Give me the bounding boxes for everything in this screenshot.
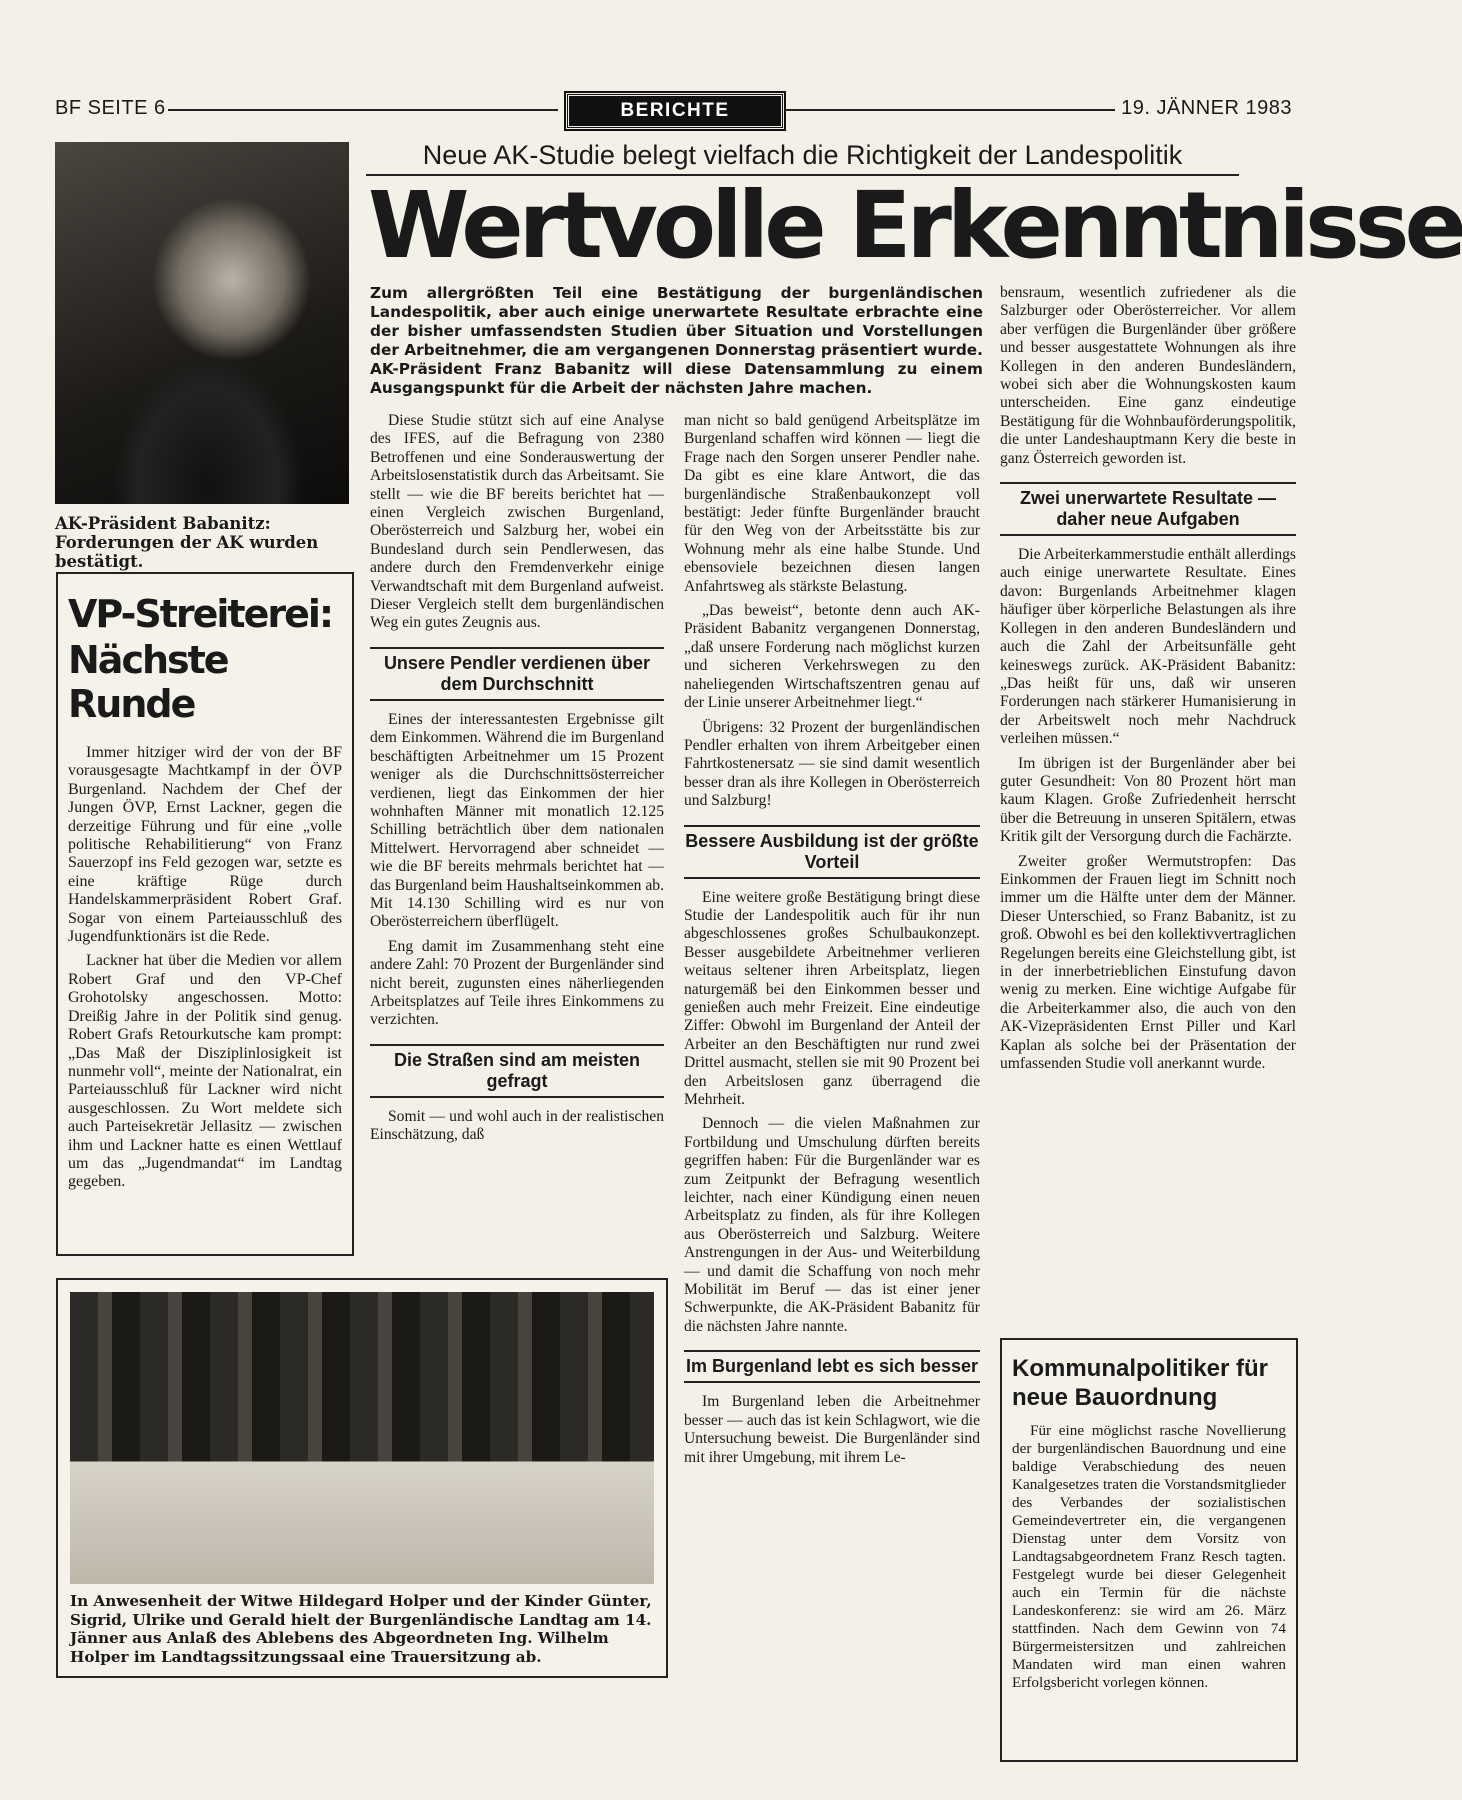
article-headline: Wertvolle Erkenntnisse: [368, 172, 1462, 279]
article-lead: Zum allergrößten Teil eine Bestätigung der burgenländischen Landespolitik, aber auch einige unerwartete Resultate erbrachte eine der bisher umfassendsten Studien über Situation und Vorstellungen der Arbeitnehmer, die am vergangenen Donnerstag präsentiert wurde. AK-Präsident Franz Babanitz will diese Datensammlung zu einem Ausgangspunkt für die Arbeit der nächsten Jahre machen.: [370, 284, 983, 397]
column-paragraph: Eines der interessantesten Ergebnisse gilt dem Einkommen. Während die im Burgenland beschäftigten Arbeitnehmer um 15 Prozent weniger als die Durchschnittsösterreicher verdienen, liegt das Einkommen der hier wohnhaften Männer mit monatlich 12.125 Schilling beträchtlich über dem nationalen Mittelwert. Hervorragend aber schneidet — wie die BF bereits mehrmals berichtet hat — das Burgenland beim Haushaltseinkommen ab. Mit 14.130 Schilling wird es nur von Oberösterreichern überflügelt.: [370, 710, 664, 931]
kommunal-box: [1000, 1338, 1298, 1762]
subhead-strassen: Die Straßen sind am meisten gefragt: [370, 1044, 664, 1098]
vp-box: [56, 572, 354, 1256]
column-paragraph: Eng damit im Zusammenhang steht eine andere Zahl: 70 Prozent der Burgenländer sind nicht bereit, zugunsten eines näherliegenden Arbeitsplatzes auf Teile ihres Einkommens zu verzichten.: [370, 937, 664, 1029]
vp-box-paragraph: Immer hitziger wird der von der BF vorausgesagte Machtkampf in der ÖVP Burgenland. Nachdem der Chef der Jungen ÖVP, Ernst Lackner, gegen die derzeitige Führung und für eine „volle politische Rehabilitierung“ von Franz Sauerzopf ins Feld gezogen war, setzte es eine kräftige Rüge durch Handelskammerpräsident Robert Graf. Sogar von einem Parteiausschluß des Jugendfunktionärs ist die Rede.: [68, 744, 342, 946]
page-number: BF SEITE 6: [55, 97, 166, 119]
header-rule-left: [168, 109, 558, 111]
subhead-lebt-besser: Im Burgenland lebt es sich besser: [684, 1350, 980, 1383]
column-paragraph: Somit — und wohl auch in der realistischen Einschätzung, daß: [370, 1107, 664, 1144]
article-column-2: [684, 412, 980, 1467]
article-column-3: [1000, 284, 1296, 1073]
column-paragraph: Im übrigen ist der Burgenländer aber bei guter Gesundheit: Von 80 Prozent hört man kaum Klagen. Große Zufriedenheit herrscht über die Betreuung in unseren Spitälern, etwas Kritik gilt der Versorgung durch die Fachärzte.: [1000, 754, 1296, 846]
column-paragraph: Im Burgenland leben die Arbeitnehmer besser — auch das ist kein Schlagwort, wie die Untersuchung beweist. Die Burgenländer sind mit ihrer Umgebung, mit ihrem Le-: [684, 1393, 980, 1466]
vp-box-paragraph: Lackner hat über die Medien vor allem Robert Graf und den VP-Chef Grohotolsky angeschossen. Motto: Dreißig Jahre in der Politik sind genug. Robert Grafs Retourkutsche kam prompt: „Das Maß der Disziplinlosigkeit ist nunmehr voll“, meinte der Nationalrat, ein Parteiausschluß für Lackner wird nicht ausgeschlossen. Zu Wort meldete sich auch Parteisekretär Jellasitz — zwischen ihm und Lackner hatte es einen Wettlauf um das „Jugendmandat“ im Landtag gegeben.: [68, 952, 342, 1191]
column-paragraph: Eine weitere große Bestätigung bringt diese Studie der Landespolitik auch für ihr nun abgeschlossenes großes Schulbaukonzept. Besser ausgebildete Arbeitnehmer verlieren weitaus seltener ihren Arbeitsplatz, liegen naturgemäß bei den Einkommen besser und genießen auch mehr Freizeit. Eine eindeutige Ziffer: Obwohl im Burgenland der Anteil der Arbeiter an den Beschäftigten nur rund zwei Drittel ausmacht, stellen sie mit 90 Prozent bei den Arbeitslosen ganz überragend die Mehrheit.: [684, 888, 980, 1108]
column-paragraph: Diese Studie stützt sich auf eine Analyse des IFES, auf die Befragung von 2380 Betroffenen und eine Sonderauswertung der Arbeitslosenstatistik durch das Arbeitsamt. Sie stellt — wie die BF bereits berichtet hat — einen Vergleich zwischen Burgenland, Oberösterreich und Salzburg her, wobei ein Bundesland durch sein Pendlerwesen, das andere durch den Fremdenverkehr einige Verwandtschaft mit dem Burgenland aufweist. Dieser Vergleich stellt dem burgenländischen Weg ein gutes Zeugnis aus.: [370, 412, 664, 632]
column-paragraph: Zweiter großer Wermutstropfen: Das Einkommen der Frauen liegt im Schnitt noch immer um die Hälfte unter dem der Männer. Dieser Unterschied, so Franz Babanitz, ist zu groß. Obwohl es bei den kollektivvertraglichen Regelungen bereits eine Gleichstellung gibt, ist in der innerbetrieblichen Einstufung davon wenig zu merken. Eine wichtige Aufgabe für die Arbeiterkammer also, die auch von den AK-Vizepräsidenten Ernst Piller und Karl Kaplan als solche bei der Präsentation der umfassenden Studie voll anerkannt wurde.: [1000, 852, 1296, 1073]
landtag-photo: [70, 1292, 654, 1584]
article-column-1: [370, 412, 664, 1145]
vp-box-title-2: Nächste Runde: [68, 638, 228, 726]
subhead-pendler: Unsere Pendler verdienen über dem Durchschnitt: [370, 647, 664, 701]
vp-box-body: [68, 744, 342, 1192]
issue-date: 19. JÄNNER 1983: [1121, 97, 1292, 119]
column-paragraph: bensraum, wesentlich zufriedener als die Salzburger oder Oberösterreicher. Vor allem aber verfügen die Burgenländer über größere und besser ausgestattete Wohnungen als ihre Kollegen in den anderen Bundesländern, wobei sich aber die Wohnungskosten kaum unterscheiden. Eine ganz eindeutige Bestätigung für die Wohnbauförderungspolitik, die unter Landeshauptmann Kery die beste in ganz Österreich geworden ist.: [1000, 284, 1296, 467]
column-paragraph: „Das beweist“, betonte denn auch AK-Präsident Babanitz vergangenen Donnerstag, „daß unsere Forderung nach möglichst kurzen und sicheren Verkehrswegen zu den naheliegenden Wirtschaftszentren genau auf der Linie unserer Arbeitnehmer liegt.“: [684, 602, 980, 712]
subhead-ausbildung: Bessere Ausbildung ist der größte Vorteil: [684, 825, 980, 879]
header-rule-right: [785, 109, 1115, 111]
section-label: BERICHTE: [566, 93, 784, 129]
kommunal-box-text: Für eine möglichst rasche Novellierung der burgenländischen Bauordnung und eine baldige Verabschiedung des neuen Kanalgesetzes traten die Vorstandsmitglieder des Verbandes der sozialistischen Gemeindevertreter ein, die vergangenen Dienstag unter dem Vorsitz von Landtagsabgeordnetem Franz Resch tagten. Festgelegt wurde bei dieser Gelegenheit auch ein Termin für die nächste Landeskonferenz: sie wird am 26. März stattfinden. Nach dem Gewinn von 74 Bürgermeistersitzen und zahlreichen Mandaten wird man einen wahren Erfolgsbericht vorlegen können.: [1012, 1422, 1286, 1691]
landtag-caption: In Anwesenheit der Witwe Hildegard Holper und der Kinder Günter, Sigrid, Ulrike und Gerald hielt der Burgenländische Landtag am 14. Jänner aus Anlaß des Ablebens des Abgeordneten Ing. Wilhelm Holper im Landtagssitzungssaal eine Trauersitzung ab.: [70, 1592, 652, 1666]
column-paragraph: Die Arbeiterkammerstudie enthält allerdings auch einige unerwartete Resultate. Eines davon: Burgenlands Arbeitnehmer klagen häufiger über körperliche Belastungen als ihre Kollegen in den anderen Bundesländern und auch die Zahl der Arbeitsunfälle geht keineswegs zurück. AK-Präsident Babanitz: „Das heißt für uns, daß wir unseren Forderungen nach stärkerer Humanisierung in der Arbeitswelt noch mehr Nachdruck verleihen müssen.“: [1000, 546, 1296, 748]
article-kicker: Neue AK-Studie belegt vielfach die Richtigkeit der Landespolitik: [422, 140, 1183, 170]
column-paragraph: Dennoch — die vielen Maßnahmen zur Fortbildung und Umschulung dürften bereits gegriffen haben: Für die Burgenländer war es zum Zeitpunkt der Befragung wesentlich leichter, nach einer Kündigung einen neuen Arbeitsplatz zu finden, als für ihre Kollegen aus Oberösterreich und Salzburg. Weitere Anstrengungen in der Aus- und Weiterbildung — und damit die Schaffung von noch mehr Mobilität im Beruf — das ist einer jener Schwerpunkte, die AK-Präsident Babanitz für die nächsten Jahre nannte.: [684, 1115, 980, 1335]
vp-box-title-1: VP-Streiterei:: [68, 592, 333, 636]
subhead-resultate: Zwei unerwartete Resultate — daher neue Aufgaben: [1000, 482, 1296, 536]
landtag-photo-box: [56, 1278, 668, 1678]
column-paragraph: man nicht so bald genügend Arbeitsplätze im Burgenland schaffen wird können — liegt die Frage nach den Sorgen unserer Pendler nahe. Da gibt es eine klare Antwort, die das burgenländische Straßenbaukonzept voll bestätigt: Jeder fünfte Burgenländer braucht für den Weg von der Arbeitsstätte bis zur Wohnung mehr als eine halbe Stunde. Und ebensoviele bezeichnen diesen langen Anfahrtsweg als stärkste Belastung.: [684, 412, 980, 595]
kommunal-box-title: Kommunalpolitiker für neue Bauordnung: [1012, 1355, 1269, 1411]
portrait-caption: AK-Präsident Babanitz: Forderungen der AK wurden bestätigt.: [55, 514, 319, 571]
kommunal-box-body: [1012, 1422, 1286, 1692]
portrait-photo: [55, 142, 349, 504]
column-paragraph: Übrigens: 32 Prozent der burgenländischen Pendler erhalten von ihrem Arbeitgeber einen Fahrtkostenersatz — sie sind damit wesentlich besser dran als ihre Kollegen in Oberösterreich und Salzburg!: [684, 718, 980, 810]
